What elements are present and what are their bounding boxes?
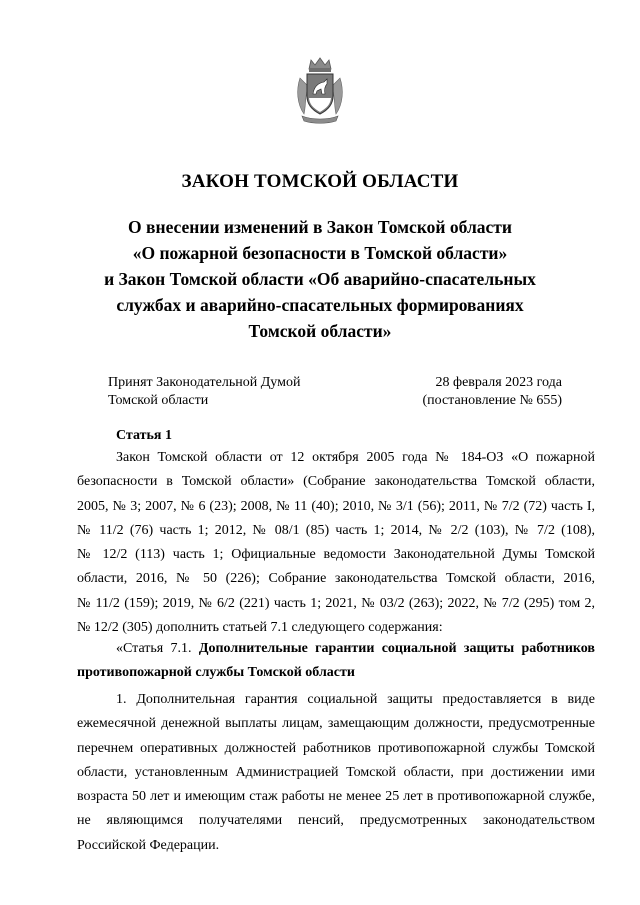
clause-line: не являющимся получателями пенсий, предусмотренных законодательством <box>77 813 595 829</box>
resolution-number: (постановление № 655) <box>422 393 562 408</box>
paragraph-line: № 12/2 (113) часть 1; Официальные ведомости Законодательной Думы Томской <box>77 547 595 563</box>
tomsk-region-coat-of-arms-icon <box>294 56 346 124</box>
paragraph-line: № 12/2 (305) дополнить статьей 7.1 следующего содержания: <box>77 620 443 636</box>
new-article-title: Дополнительные гарантии социальной защиты работников <box>198 641 595 656</box>
subject-line: и Закон Томской области «Об аварийно-спасательных <box>104 269 536 289</box>
paragraph-line: 2005, № 3; 2007, № 6 (23); 2008, № 11 (40); 2010, № 3/1 (56); 2011, № 7/2 (72) часть I, <box>77 498 595 514</box>
adopted-body-line: Принят Законодательной Думой <box>108 375 301 390</box>
law-title: ЗАКОН ТОМСКОЙ ОБЛАСТИ <box>181 171 459 192</box>
article-1-heading: Статья 1 <box>116 428 172 443</box>
paragraph-line: Закон Томской области от 12 октября 2005 года № 184-ОЗ «О пожарной <box>116 450 595 465</box>
clause-line: области, установленным Администрацией Томской области, при достижении ими <box>77 764 595 780</box>
paragraph-line: области, 2016, № 50 (226); Собрание законодательства Томской области, 2016, <box>77 571 595 587</box>
clause-line: перечнем оперативных должностей работников противопожарной службы Томской <box>77 740 595 756</box>
subject-line: Томской области» <box>248 321 392 341</box>
paragraph-line: № 11/2 (76) часть 1; 2012, № 08/1 (85) часть 1; 2014, № 2/2 (103), № 7/2 (108), <box>77 522 595 538</box>
new-article-prefix: «Статья 7.1. <box>116 641 192 656</box>
paragraph-line: безопасности в Томской области» (Собрание законодательства Томской области, <box>77 474 595 490</box>
law-subject <box>60 214 580 344</box>
adoption-date-block <box>422 374 562 410</box>
paragraph-line: № 11/2 (159); 2019, № 6/2 (221) часть 1; 2021, № 03/2 (263); 2022, № 7/2 (295) том 2, <box>77 595 595 611</box>
adopted-by <box>108 374 300 410</box>
adoption-date: 28 февраля 2023 года <box>435 375 562 390</box>
subject-line: «О пожарной безопасности в Томской области» <box>132 243 508 263</box>
subject-line: службах и аварийно-спасательных формированиях <box>116 295 524 315</box>
subject-line: О внесении изменений в Закон Томской области <box>128 217 512 237</box>
clause-line: Российской Федерации. <box>77 837 220 853</box>
new-article-title: противопожарной службы Томской области <box>77 665 355 681</box>
new-article-title-line <box>77 637 595 661</box>
clause-line: 1. Дополнительная гарантия социальной защиты предоставляется в виде <box>116 692 595 707</box>
new-article-title-line <box>77 661 595 685</box>
new-article-7-1-heading <box>77 637 595 686</box>
clause-line: ежемесячной денежной выплаты лицам, замещающим должности, предусмотренные <box>77 716 595 732</box>
adopted-body-line: Томской области <box>108 393 209 408</box>
clause-line: возраста 50 лет и имеющим стаж работы не менее 25 лет в противопожарной службе, <box>77 789 595 805</box>
clause-1 <box>77 688 595 858</box>
article-1-paragraph <box>77 446 595 640</box>
